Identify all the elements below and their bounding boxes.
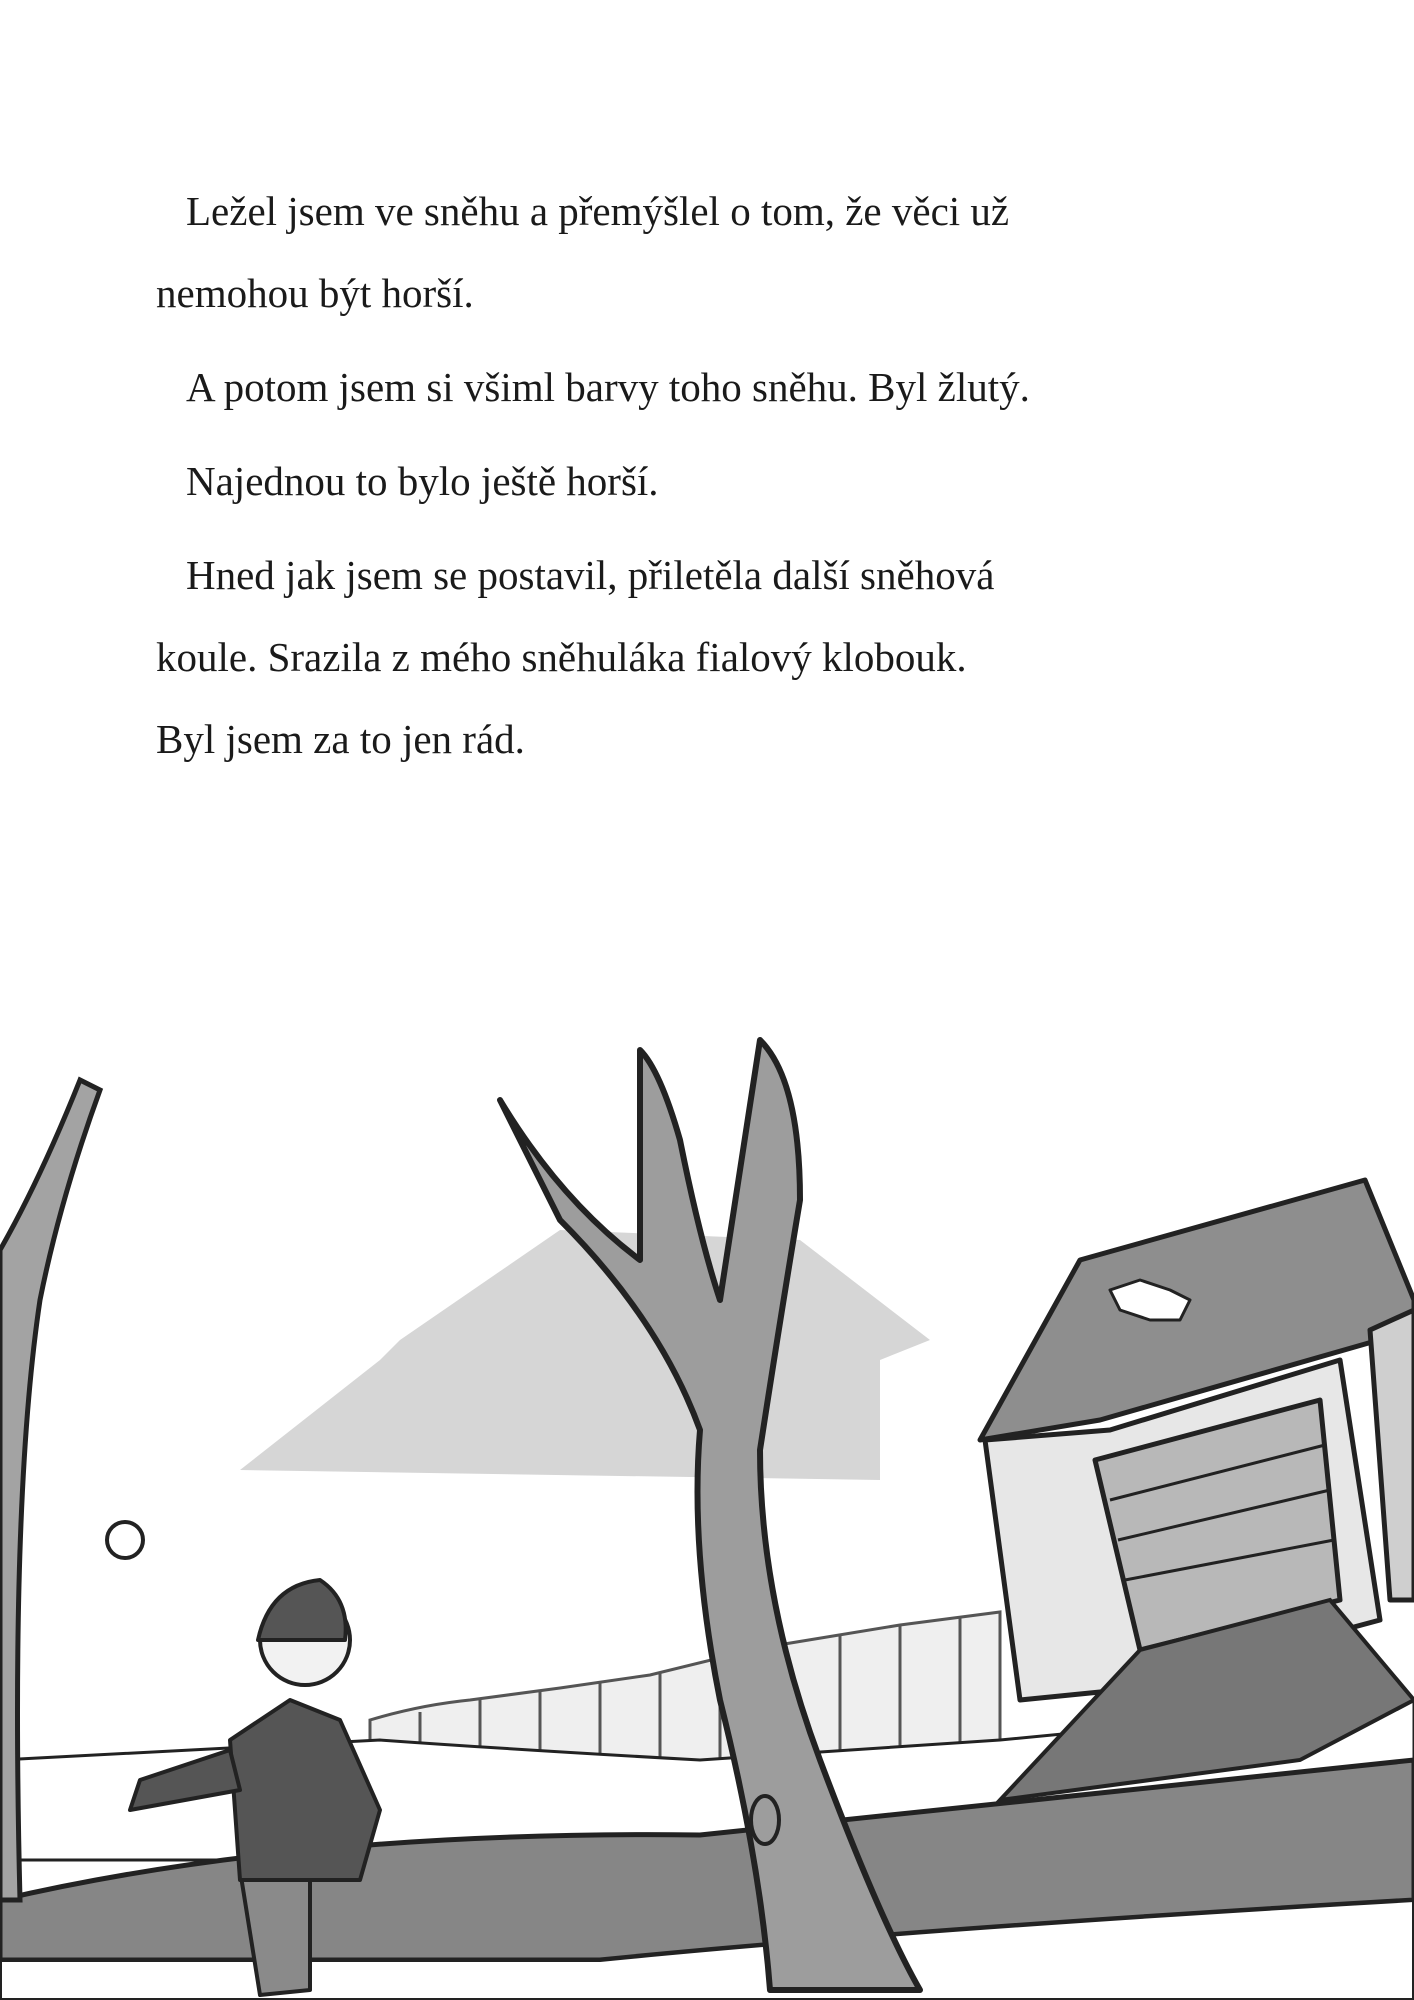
text-line: Najednou to bylo ještě horší. — [186, 458, 659, 504]
paragraph — [156, 440, 1266, 522]
paragraph — [156, 534, 1266, 780]
text-line: Hned jak jsem se postavil, přiletěla další sněhová — [186, 552, 995, 598]
fence — [370, 1612, 1000, 1760]
boy-jacket — [230, 1700, 380, 1880]
text-line: koule. Srazila z mého sněhuláka fialový klobouk. — [156, 634, 967, 680]
paragraph — [156, 170, 1266, 334]
boy-beanie — [258, 1580, 346, 1640]
text-line: A potom jsem si všiml barvy toho sněhu. Byl žlutý. — [186, 364, 1030, 410]
text-line: Byl jsem za to jen rád. — [156, 716, 525, 762]
paragraph — [156, 346, 1266, 428]
text-line: Ležel jsem ve sněhu a přemýšlel o tom, že věci už — [186, 188, 1010, 234]
house-shadow — [240, 1230, 930, 1480]
snowball — [107, 1522, 143, 1558]
story-text — [156, 170, 1266, 792]
text-line: nemohou být horší. — [156, 270, 474, 316]
winter-yard-illustration — [0, 1000, 1414, 2000]
